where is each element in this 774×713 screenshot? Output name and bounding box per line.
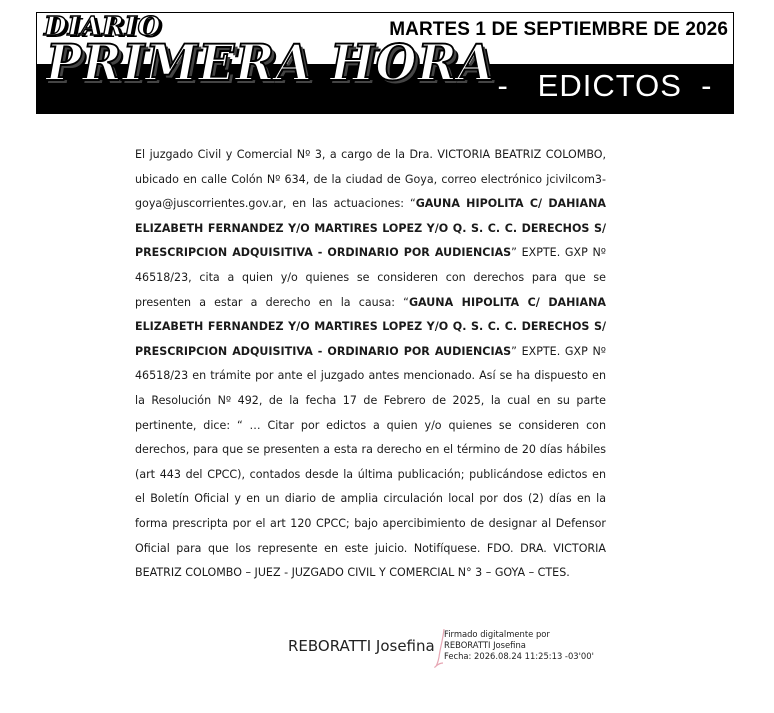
publication-date: MARTES 1 DE SEPTIEMBRE DE 2026 <box>389 19 728 40</box>
edict-resolution: ” EXPTE. GXP Nº 46518/23 en trámite por ante el juzgado antes mencionado. Así se ha dispuesto en la Resolución Nº 492, de la fecha 17 de Febrero de 2025, la cual en su parte pertinente, dice: “ … Citar por edictos a quien y/o quienes se consideren con derechos, para que se presenten a esta ra derecho en el término de 20 días hábiles (art 443 del CPCC), contados desde la última publicación; publicándose edictos en el Boletín Oficial y en un diario de amplia circulación local por dos (2) días en la forma prescripta por el art 120 CPCC; bajo apercibimiento de designar al Defensor Oficial para que los represente en este juicio. Notifíquese. FDO. DRA. VICTORIA BEATRIZ COLOMBO – JUEZ - JUZGADO CIVIL Y COMERCIAL N° 3 – GOYA – CTES. <box>135 344 607 580</box>
signature-line-2: REBORATTI Josefina <box>444 640 526 650</box>
logo-diario-text: DIARIO <box>44 12 162 42</box>
signature-details <box>444 629 594 662</box>
logo-primera-hora-text: PRIMERA HORA <box>46 34 495 93</box>
digital-signature <box>288 625 618 673</box>
section-title: - EDICTOS - <box>497 68 713 103</box>
signer-name: REBORATTI Josefina <box>288 637 435 655</box>
masthead <box>36 12 734 114</box>
signature-line-1: Firmado digitalmente por <box>444 629 550 639</box>
edict-body <box>135 143 606 586</box>
case-title-first: GAUNA HIPOLITA C/ DAHIANA ELIZABETH FERNANDEZ Y/O MARTIRES LOPEZ Y/O Q. S. C. C. DERECHOS S/ PRESCRIPCION ADQUISITIVA - ORDINARIO POR AUDIENCIAS <box>135 197 606 260</box>
signature-line-3: Fecha: 2026.08.24 11:25:13 -03'00' <box>444 651 594 661</box>
edict-summons: ” EXPTE. GXP Nº 46518/23, cita a quien y/o quienes se consideren con derechos para que se presenten a estar a derecho en la causa: “ <box>135 246 607 309</box>
edict-intro: El juzgado Civil y Comercial Nº 3, a cargo de la Dra. VICTORIA BEATRIZ COLOMBO, ubicado en calle Colón Nº 634, de la ciudad de Goya, correo electrónico jcivilcom3-goya@juscorrientes.gov.ar, en las actuaciones: “ <box>135 148 606 211</box>
case-title-second: GAUNA HIPOLITA C/ DAHIANA ELIZABETH FERNANDEZ Y/O MARTIRES LOPEZ Y/O Q. S. C. C. DERECHOS S/ PRESCRIPCION ADQUISITIVA - ORDINARIO POR AUDIENCIAS <box>135 295 606 358</box>
